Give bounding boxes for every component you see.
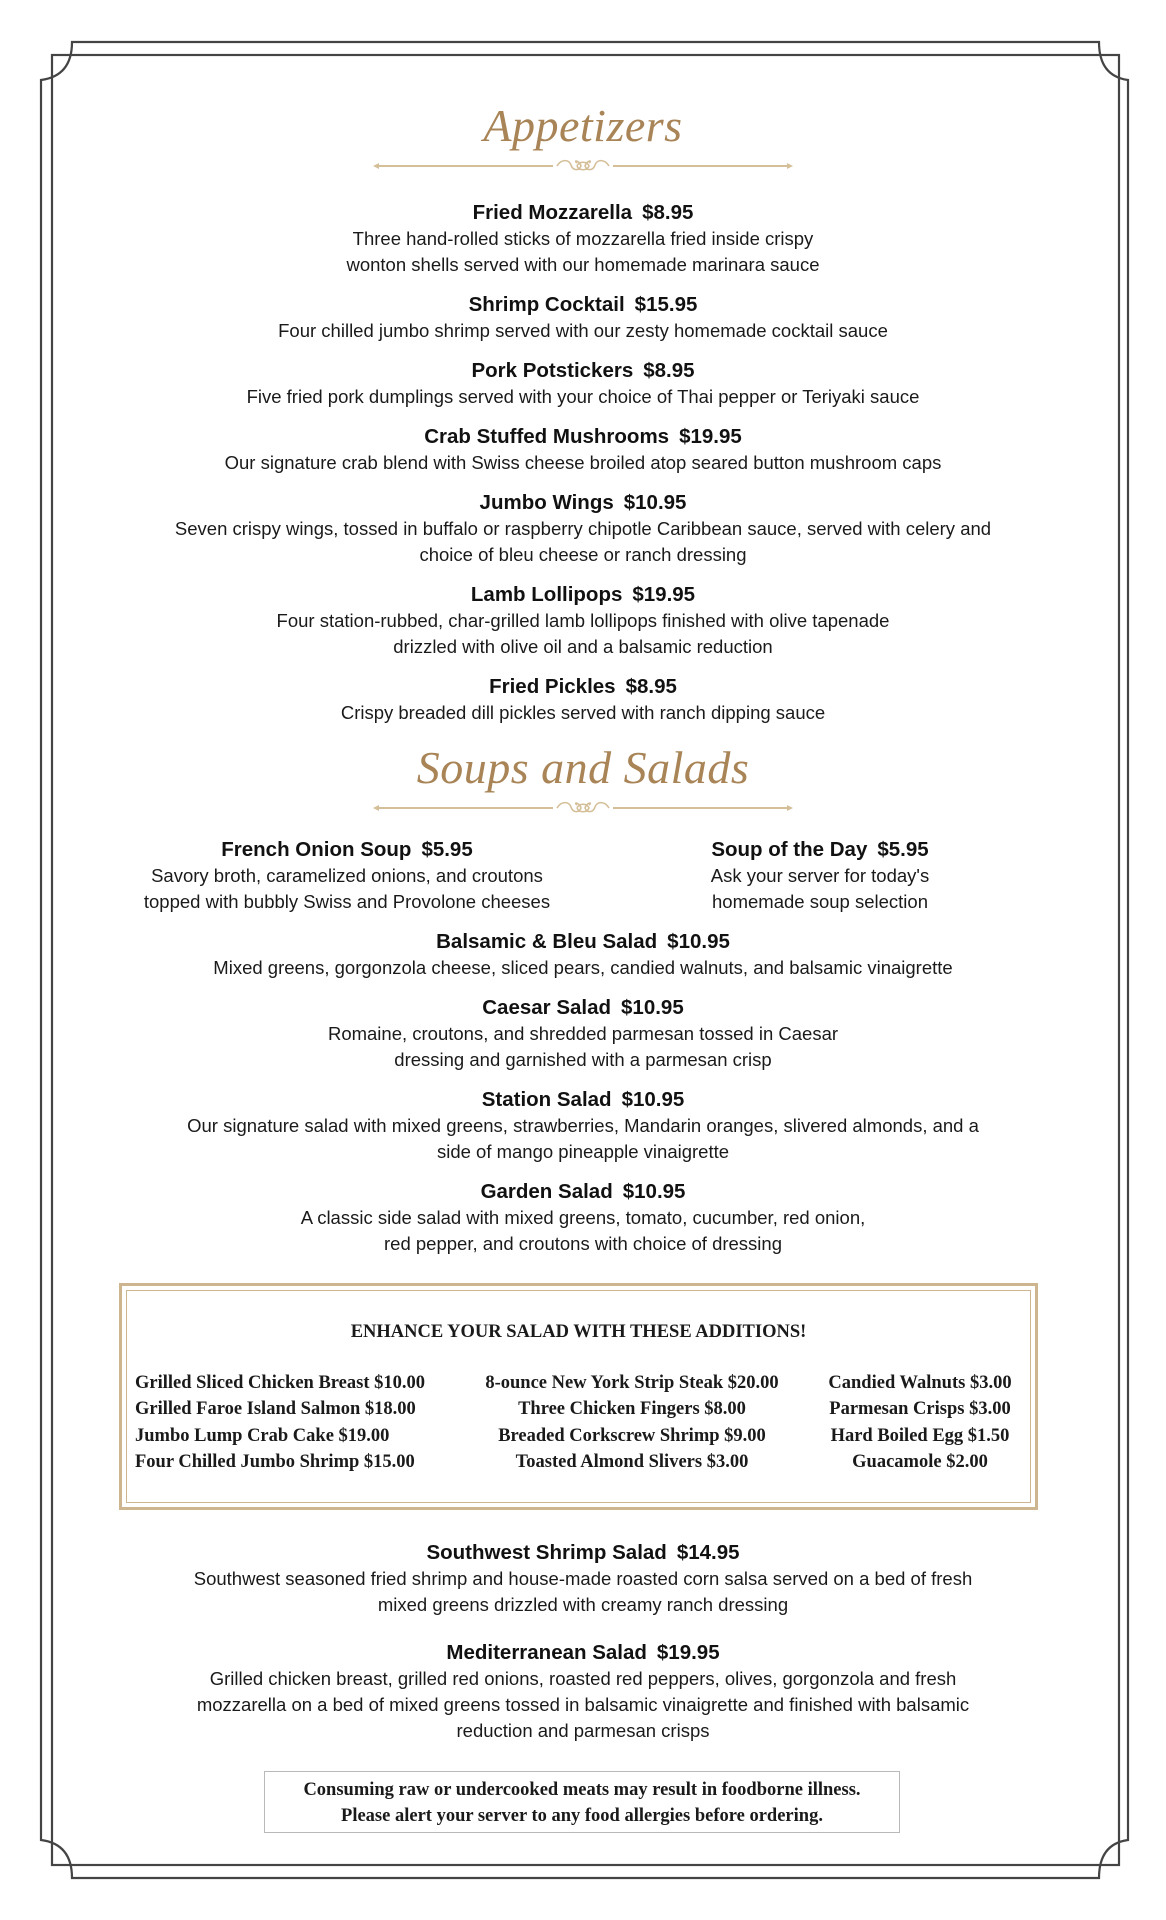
item-price: $15.95 [634,293,698,316]
notice-line: Consuming raw or undercooked meats may result in foodborne illness. [303,1780,861,1800]
item-price: $8.95 [643,359,695,382]
item-description: Savory broth, caramelized onions, and croutons [151,865,543,886]
item-price: $5.95 [421,838,473,861]
item-description: side of mango pineapple vinaigrette [436,1141,730,1162]
menu-item [0,424,1166,476]
item-name: Pork Potstickers [471,359,634,382]
item-price: $10.95 [667,930,730,953]
menu-item [0,995,1166,1073]
item-name: Caesar Salad [482,996,612,1019]
item-price: $10.95 [621,1088,685,1111]
item-name: Mediterranean Salad [446,1641,647,1664]
item-description: mixed greens drizzled with creamy ranch dressing [377,1594,789,1615]
item-description: A classic side salad with mixed greens, tomato, cucumber, red onion, [300,1207,866,1228]
item-price: $8.95 [625,675,677,698]
item-price: $10.95 [622,1180,686,1203]
item-price: $19.95 [679,425,742,448]
item-price: $10.95 [621,996,684,1019]
food-safety-notice [264,1771,900,1833]
item-name: Soup of the Day [711,838,868,861]
item-description: reduction and parmesan crisps [456,1720,710,1741]
item-description: Ask your server for today's [710,865,930,886]
ornamental-divider [0,799,1166,817]
item-description: wonton shells served with our homemade marinara sauce [346,254,820,275]
item-description: Four chilled jumbo shrimp served with our zesty homemade cocktail sauce [278,320,888,341]
entree-salads-section [0,1540,1166,1744]
menu-item [0,674,1166,726]
item-description: red pepper, and croutons with choice of dressing [384,1233,782,1254]
salad-additions-box [119,1283,1038,1510]
item-description: Crispy breaded dill pickles served with ranch dipping sauce [340,702,826,723]
item-name: Lamb Lollipops [470,583,623,606]
item-description: Grilled chicken breast, grilled red onions, roasted red peppers, olives, gorgonzola and fresh [209,1668,957,1689]
appetizers-section [0,98,1166,726]
addition-item: Four Chilled Jumbo Shrimp $15.00 [135,1452,415,1473]
item-name: Fried Mozzarella [472,201,633,224]
item-description: Three hand-rolled sticks of mozzarella fried inside crispy [352,228,814,249]
item-name: Balsamic & Bleu Salad [436,930,658,953]
addition-item: Jumbo Lump Crab Cake $19.00 [135,1425,390,1446]
item-name: Crab Stuffed Mushrooms [424,425,670,448]
item-name: French Onion Soup [221,838,412,861]
addition-item: Three Chicken Fingers $8.00 [518,1399,746,1420]
menu-item [0,490,1166,568]
item-price: $5.95 [877,838,929,861]
item-description: Romaine, croutons, and shredded parmesan tossed in Caesar [327,1023,839,1044]
item-description: Five fried pork dumplings served with your choice of Thai pepper or Teriyaki sauce [246,386,920,407]
notice-line: Please alert your server to any food allergies before ordering. [341,1806,823,1826]
item-description: dressing and garnished with a parmesan crisp [394,1049,772,1070]
addition-item: Candied Walnuts $3.00 [828,1373,1012,1393]
item-price: $14.95 [676,1541,740,1564]
additions-column-2 [452,1370,812,1476]
menu-item [0,1640,1166,1744]
item-price: $19.95 [632,583,696,606]
addition-item: Parmesan Crisps $3.00 [829,1399,1011,1420]
menu-item [0,292,1166,344]
addition-item: Toasted Almond Slivers $3.00 [515,1452,749,1473]
item-description: Seven crispy wings, tossed in buffalo or raspberry chipotle Caribbean sauce, served with celery and [174,518,992,539]
item-price: $19.95 [656,1641,720,1664]
additions-heading: ENHANCE YOUR SALAD WITH THESE ADDITIONS! [350,1322,807,1342]
item-name: Southwest Shrimp Salad [426,1541,667,1564]
item-name: Shrimp Cocktail [468,293,625,316]
soups-two-column [0,837,1166,917]
addition-item: Guacamole $2.00 [852,1452,988,1473]
menu-item [0,358,1166,410]
addition-item: 8-ounce New York Strip Steak $20.00 [485,1373,779,1393]
item-description: drizzled with olive oil and a balsamic reduction [393,636,773,657]
additions-column-1 [135,1370,425,1476]
menu-item [0,1540,1166,1618]
item-name: Fried Pickles [489,675,616,698]
item-description: choice of bleu cheese or ranch dressing [419,544,747,565]
addition-item: Grilled Sliced Chicken Breast $10.00 [135,1373,426,1393]
item-price: $10.95 [623,491,687,514]
additions-column-3 [815,1370,1025,1476]
menu-item [0,582,1166,660]
menu-item-french-onion-soup [117,837,577,915]
item-description: Southwest seasoned fried shrimp and house-made roasted corn salsa served on a bed of fresh [193,1568,973,1589]
item-name: Station Salad [481,1088,612,1111]
section-title: Soups and Salads [416,742,750,793]
menu-item [0,1179,1166,1257]
soups-salads-section [0,740,1166,1257]
item-description: Mixed greens, gorgonzola cheese, sliced pears, candied walnuts, and balsamic vinaigrette [213,957,953,978]
section-title: Appetizers [483,100,683,151]
item-name: Garden Salad [480,1180,613,1203]
addition-item: Hard Boiled Egg $1.50 [830,1425,1010,1446]
item-description: Our signature crab blend with Swiss cheese broiled atop seared button mushroom caps [224,452,942,473]
ornamental-divider [0,157,1166,175]
item-name: Jumbo Wings [479,491,614,514]
menu-item [0,929,1166,981]
menu-item [0,1087,1166,1165]
menu-item-soup-of-the-day [590,837,1050,915]
item-description: mozzarella on a bed of mixed greens tossed in balsamic vinaigrette and finished with balsamic [196,1694,970,1715]
item-price: $8.95 [642,201,694,224]
item-description: Our signature salad with mixed greens, strawberries, Mandarin oranges, slivered almonds, and a [187,1115,979,1136]
item-description: Four station-rubbed, char-grilled lamb lollipops finished with olive tapenade [276,610,890,631]
menu-item [0,200,1166,278]
item-description: topped with bubbly Swiss and Provolone cheeses [143,891,551,912]
addition-item: Breaded Corkscrew Shrimp $9.00 [498,1425,766,1446]
addition-item: Grilled Faroe Island Salmon $18.00 [135,1399,416,1420]
item-description: homemade soup selection [712,891,928,912]
